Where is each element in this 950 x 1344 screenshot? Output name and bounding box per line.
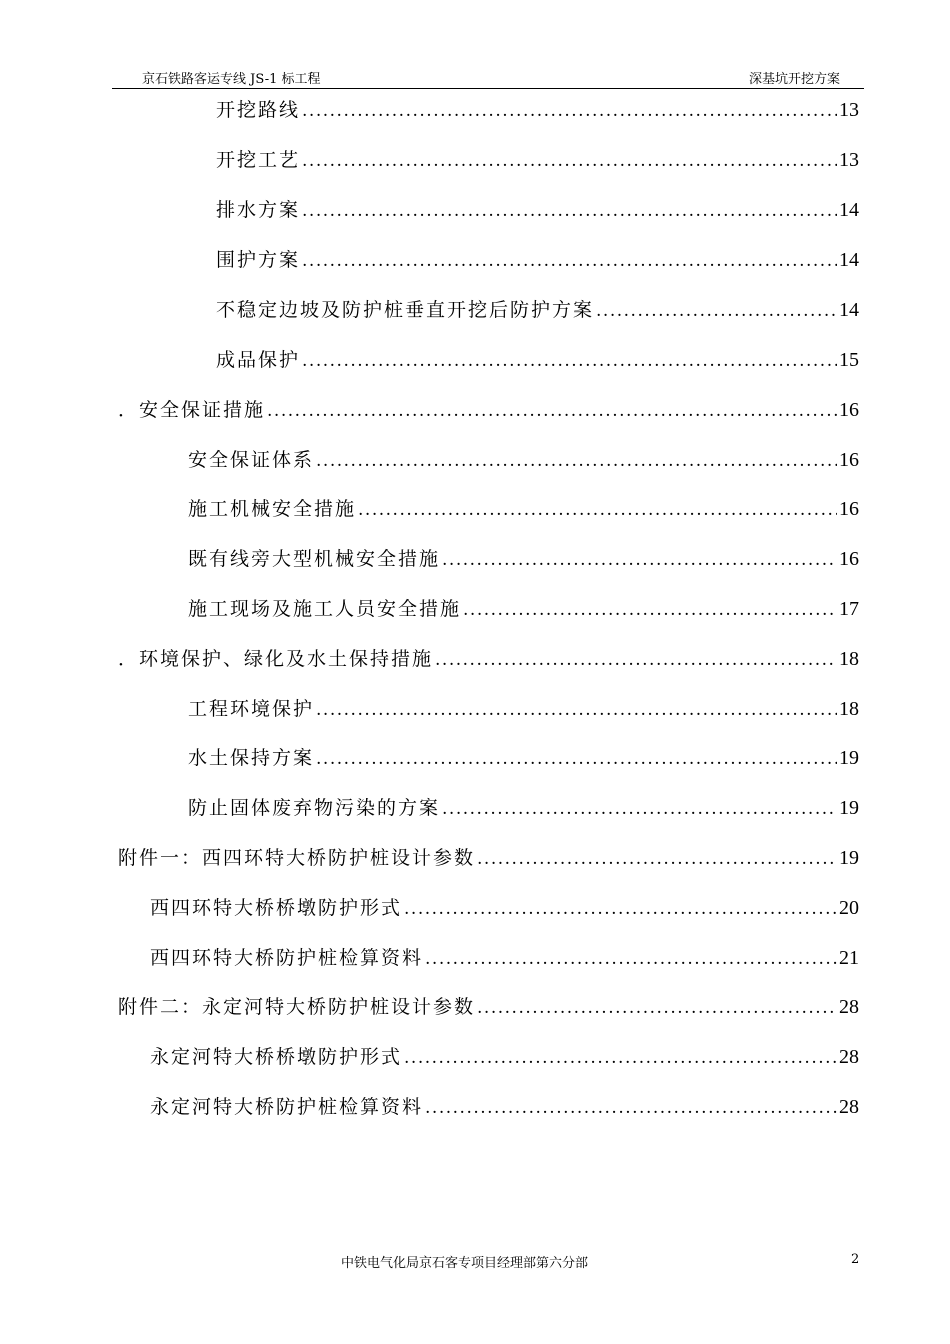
toc-entry-label: 不稳定边坡及防护桩垂直开挖后防护方案: [216, 299, 595, 321]
toc-entry[interactable]: [216, 295, 859, 325]
toc-dot-leader: [425, 1093, 837, 1123]
toc-dot-leader: [477, 844, 837, 874]
toc-entry[interactable]: [188, 743, 859, 773]
toc-entry[interactable]: [118, 992, 859, 1022]
page-header: [112, 62, 864, 89]
toc-entry-page: 16: [839, 498, 859, 520]
toc-entry-label: 既有线旁大型机械安全措施: [188, 548, 441, 570]
toc-entry[interactable]: [118, 644, 859, 674]
toc-entry[interactable]: [216, 145, 859, 175]
toc-entry-label: 西四环特大桥防护桩检算资料: [150, 947, 424, 969]
toc-entry-page: 15: [839, 349, 859, 371]
footer-page-number: 2: [851, 1252, 860, 1267]
toc-entry[interactable]: [118, 843, 859, 873]
toc-entry[interactable]: [150, 943, 859, 973]
toc-dot-leader: [435, 645, 837, 675]
toc-dot-leader: [477, 993, 837, 1023]
toc-dot-leader: [302, 146, 837, 176]
toc-entry-label: ．环境保护、绿化及水土保持措施: [118, 648, 434, 670]
toc-dot-leader: [404, 894, 837, 924]
toc-dot-leader: [316, 744, 837, 774]
toc-entry-page: 17: [839, 598, 859, 620]
toc-entry[interactable]: [150, 1092, 859, 1122]
toc-dot-leader: [442, 794, 837, 824]
toc-entry-page: 13: [839, 99, 859, 121]
toc-entry-label: 开挖工艺: [216, 149, 301, 171]
toc-entry-label: 成品保护: [216, 349, 301, 371]
toc-entry-label: 水土保持方案: [188, 747, 315, 769]
toc-entry-page: 18: [839, 648, 859, 670]
toc-entry-page: 18: [839, 698, 859, 720]
toc-entry[interactable]: [216, 345, 859, 375]
toc-entry[interactable]: [216, 245, 859, 275]
toc-entry-page: 28: [839, 1046, 859, 1068]
toc-entry-label: 施工机械安全措施: [188, 498, 357, 520]
toc-entry-label: 防止固体废弃物污染的方案: [188, 797, 441, 819]
toc-entry-page: 21: [839, 947, 859, 969]
toc-entry-label: 附件二：永定河特大桥防护桩设计参数: [118, 996, 476, 1018]
toc-entry-page: 14: [839, 249, 859, 271]
toc-entry[interactable]: [188, 793, 859, 823]
toc-dot-leader: [316, 446, 837, 476]
toc-entry-page: 19: [839, 847, 859, 869]
toc-dot-leader: [316, 695, 837, 725]
toc-entry-label: 开挖路线: [216, 99, 301, 121]
toc-entry-label: 围护方案: [216, 249, 301, 271]
toc-entry[interactable]: [188, 544, 859, 574]
toc-dot-leader: [302, 196, 837, 226]
toc-entry-label: 工程环境保护: [188, 698, 315, 720]
toc-entry-page: 19: [839, 797, 859, 819]
toc-dot-leader: [596, 296, 837, 326]
toc-dot-leader: [302, 246, 837, 276]
header-document-title: 深基坑开挖方案: [748, 72, 840, 87]
toc-dot-leader: [302, 346, 837, 376]
toc-entry[interactable]: [216, 195, 859, 225]
toc-entry-label: 施工现场及施工人员安全措施: [188, 598, 462, 620]
toc-entry-page: 16: [839, 399, 859, 421]
toc-entry[interactable]: [188, 594, 859, 624]
toc-entry[interactable]: [150, 893, 859, 923]
toc-entry-label: 排水方案: [216, 199, 301, 221]
toc-entry[interactable]: [216, 95, 859, 125]
toc-entry[interactable]: [188, 494, 859, 524]
toc-entry-label: 永定河特大桥防护桩检算资料: [150, 1096, 424, 1118]
toc-entry-label: 安全保证体系: [188, 449, 315, 471]
toc-entry-page: 28: [839, 1096, 859, 1118]
toc-entry-label: 永定河特大桥桥墩防护形式: [150, 1046, 403, 1068]
toc-entry-page: 14: [839, 299, 859, 321]
toc-dot-leader: [267, 396, 837, 426]
toc-dot-leader: [442, 545, 837, 575]
toc-entry-page: 19: [839, 747, 859, 769]
toc-entry-page: 13: [839, 149, 859, 171]
toc-dot-leader: [425, 944, 837, 974]
toc-dot-leader: [358, 495, 837, 525]
toc-dot-leader: [463, 595, 837, 625]
toc-entry[interactable]: [188, 694, 859, 724]
toc-entry[interactable]: [188, 445, 859, 475]
toc-dot-leader: [404, 1043, 837, 1073]
toc-dot-leader: [302, 96, 837, 126]
toc-entry-label: ．安全保证措施: [118, 399, 266, 421]
toc-entry[interactable]: [150, 1042, 859, 1072]
footer-organization: 中铁电气化局京石客专项目经理部第六分部: [341, 1256, 589, 1271]
toc-entry-page: 20: [839, 897, 859, 919]
toc-entry-label: 附件一：西四环特大桥防护桩设计参数: [118, 847, 476, 869]
toc-entry-page: 28: [839, 996, 859, 1018]
toc-entry-label: 西四环特大桥桥墩防护形式: [150, 897, 403, 919]
toc-entry-page: 14: [839, 199, 859, 221]
toc-entry[interactable]: [118, 395, 859, 425]
toc-entry-page: 16: [839, 449, 859, 471]
toc-entry-page: 16: [839, 548, 859, 570]
header-project-title: 京石铁路客运专线 JS-1 标工程: [142, 72, 321, 87]
